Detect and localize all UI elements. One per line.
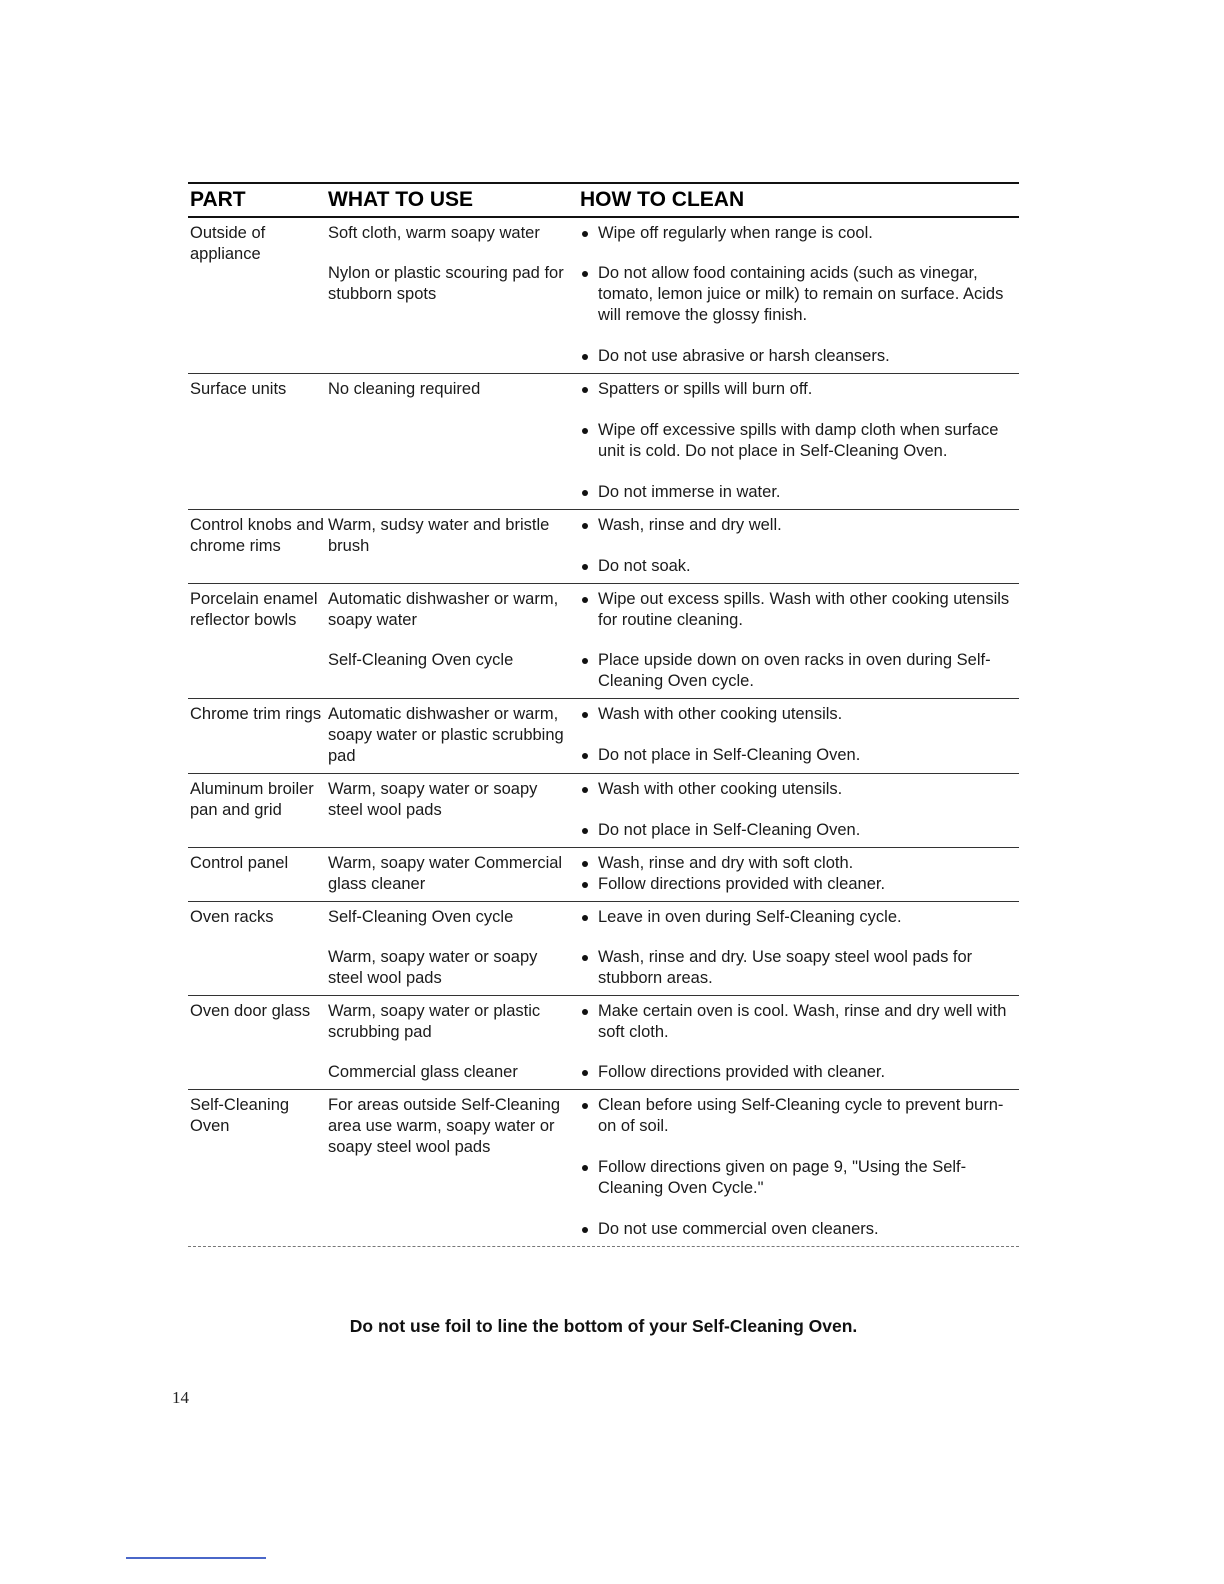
- what-to-use-cell: Warm, sudsy water and bristle brush: [328, 516, 550, 555]
- instruction-item: Place upside down on oven racks in oven during Self-Cleaning Oven cycle.: [580, 650, 1019, 692]
- instruction-list: [580, 1062, 1019, 1083]
- instruction-item: Clean before using Self-Cleaning cycle to prevent burn-on of soil.: [580, 1095, 1019, 1137]
- what-to-use-cell: Commercial glass cleaner: [328, 1063, 518, 1081]
- what-to-use-cell: Warm, soapy water Commercial glass cleaner: [328, 854, 563, 893]
- part-cell: Self-Cleaning Oven: [190, 1096, 290, 1135]
- table-row: [188, 848, 1019, 902]
- what-to-use-cell: Automatic dishwasher or warm, soapy water or plastic scrubbing pad: [328, 705, 564, 765]
- instruction-item: Do not immerse in water.: [580, 482, 1019, 503]
- instruction-item: Wipe off excessive spills with damp cloth when surface unit is cold. Do not place in Self-Cleaning Oven.: [580, 420, 1019, 462]
- instruction-list: [580, 650, 1019, 692]
- foil-warning-note: Do not use foil to line the bottom of your Self-Cleaning Oven.: [349, 1316, 858, 1336]
- instruction-list: [580, 947, 1019, 989]
- how-to-clean-cell: [580, 779, 1019, 841]
- instruction-list: [580, 779, 1019, 841]
- instruction-item: Wash with other cooking utensils.: [580, 704, 1019, 725]
- page-number: 14: [172, 1388, 189, 1407]
- part-cell: Control panel: [190, 854, 289, 872]
- row-entries: [328, 1095, 1019, 1240]
- entry: [328, 1062, 1019, 1083]
- how-to-clean-cell: [580, 1095, 1019, 1240]
- instruction-item: Do not use abrasive or harsh cleansers.: [580, 346, 1019, 367]
- instruction-list: [580, 515, 1019, 577]
- what-to-use-cell: Warm, soapy water or soapy steel wool pads: [328, 780, 538, 819]
- instruction-list: [580, 1001, 1019, 1043]
- instruction-item: Make certain oven is cool. Wash, rinse and dry well with soft cloth.: [580, 1001, 1019, 1043]
- entry: [328, 515, 1019, 577]
- part-cell: Chrome trim rings: [190, 705, 322, 723]
- entry: [328, 1095, 1019, 1240]
- how-to-clean-cell: [580, 1001, 1019, 1043]
- cleaning-table: [188, 182, 1019, 1247]
- instruction-item: Do not place in Self-Cleaning Oven.: [580, 820, 1019, 841]
- entry: [328, 907, 1019, 928]
- instruction-item: Wipe out excess spills. Wash with other cooking utensils for routine cleaning.: [580, 589, 1019, 631]
- table-row: [188, 996, 1019, 1090]
- header-what-to-use: WHAT TO USE: [328, 188, 474, 211]
- instruction-item: Wash, rinse and dry well.: [580, 515, 1019, 536]
- row-entries: [328, 223, 1019, 367]
- how-to-clean-cell: [580, 223, 1019, 244]
- instruction-item: Follow directions provided with cleaner.: [580, 1062, 1019, 1083]
- instruction-item: Follow directions given on page 9, "Using the Self-Cleaning Oven Cycle.": [580, 1157, 1019, 1199]
- instruction-item: Wash, rinse and dry with soft cloth.: [580, 853, 1019, 874]
- part-cell: Control knobs and chrome rims: [190, 516, 324, 555]
- entry: [328, 947, 1019, 989]
- instruction-item: Do not allow food containing acids (such as vinegar, tomato, lemon juice or milk) to remain on surface. Acids will remove the glossy finish.: [580, 263, 1019, 326]
- table-body: [188, 218, 1019, 1247]
- how-to-clean-cell: [580, 263, 1019, 367]
- table-row: [188, 774, 1019, 848]
- instruction-list: [580, 1095, 1019, 1240]
- part-cell: Surface units: [190, 380, 287, 398]
- part-cell: Oven door glass: [190, 1002, 311, 1020]
- entry: [328, 704, 1019, 767]
- table-row: [188, 510, 1019, 584]
- row-entries: [328, 853, 1019, 895]
- how-to-clean-cell: [580, 515, 1019, 577]
- row-entries: [328, 1001, 1019, 1083]
- entry: [328, 263, 1019, 367]
- entry: [328, 223, 1019, 244]
- table-row: [188, 902, 1019, 996]
- row-entries: [328, 589, 1019, 692]
- row-entries: [328, 907, 1019, 989]
- entry: [328, 650, 1019, 692]
- how-to-clean-cell: [580, 589, 1019, 631]
- instruction-list: [580, 907, 1019, 928]
- how-to-clean-cell: [580, 379, 1019, 503]
- what-to-use-cell: Soft cloth, warm soapy water: [328, 224, 540, 242]
- table-row: [188, 699, 1019, 774]
- header-part: PART: [190, 188, 246, 211]
- row-entries: [328, 779, 1019, 841]
- what-to-use-cell: Self-Cleaning Oven cycle: [328, 651, 514, 669]
- instruction-item: Do not soak.: [580, 556, 1019, 577]
- what-to-use-cell: Nylon or plastic scouring pad for stubborn spots: [328, 264, 564, 303]
- instruction-item: Do not place in Self-Cleaning Oven.: [580, 745, 1019, 766]
- row-entries: [328, 379, 1019, 503]
- instruction-item: Leave in oven during Self-Cleaning cycle.: [580, 907, 1019, 928]
- instruction-list: [580, 704, 1019, 766]
- what-to-use-cell: Warm, soapy water or soapy steel wool pads: [328, 948, 538, 987]
- part-cell: Aluminum broiler pan and grid: [190, 780, 314, 819]
- entry: [328, 1001, 1019, 1043]
- instruction-list: [580, 223, 1019, 244]
- instruction-item: Follow directions provided with cleaner.: [580, 874, 1019, 895]
- entry: [328, 379, 1019, 503]
- how-to-clean-cell: [580, 704, 1019, 767]
- instruction-item: Wipe off regularly when range is cool.: [580, 223, 1019, 244]
- row-entries: [328, 704, 1019, 767]
- what-to-use-cell: No cleaning required: [328, 380, 481, 398]
- what-to-use-cell: Self-Cleaning Oven cycle: [328, 908, 514, 926]
- how-to-clean-cell: [580, 1062, 1019, 1083]
- part-cell: Porcelain enamel reflector bowls: [190, 590, 318, 629]
- table-row: [188, 218, 1019, 374]
- what-to-use-cell: Warm, soapy water or plastic scrubbing pad: [328, 1002, 541, 1041]
- instruction-list: [580, 263, 1019, 367]
- instruction-item: Wash with other cooking utensils.: [580, 779, 1019, 800]
- part-cell: Oven racks: [190, 908, 274, 926]
- instruction-item: Spatters or spills will burn off.: [580, 379, 1019, 400]
- instruction-item: Wash, rinse and dry. Use soapy steel wool pads for stubborn areas.: [580, 947, 1019, 989]
- entry: [328, 853, 1019, 895]
- instruction-list: [580, 589, 1019, 631]
- part-cell: Outside of appliance: [190, 224, 266, 263]
- table-row: [188, 584, 1019, 699]
- table-row: [188, 374, 1019, 510]
- what-to-use-cell: Automatic dishwasher or warm, soapy water: [328, 590, 559, 629]
- entry: [328, 589, 1019, 631]
- header-how-to-clean: HOW TO CLEAN: [580, 188, 745, 211]
- what-to-use-cell: For areas outside Self-Cleaning area use warm, soapy water or soapy steel wool pads: [328, 1096, 561, 1156]
- table-header: [188, 184, 1019, 218]
- bottom-rule: [126, 1557, 266, 1559]
- instruction-list: [580, 853, 1019, 895]
- how-to-clean-cell: [580, 650, 1019, 692]
- row-entries: [328, 515, 1019, 577]
- how-to-clean-cell: [580, 947, 1019, 989]
- table-row: [188, 1090, 1019, 1247]
- how-to-clean-cell: [580, 853, 1019, 895]
- entry: [328, 779, 1019, 841]
- instruction-list: [580, 379, 1019, 503]
- how-to-clean-cell: [580, 907, 1019, 928]
- instruction-item: Do not use commercial oven cleaners.: [580, 1219, 1019, 1240]
